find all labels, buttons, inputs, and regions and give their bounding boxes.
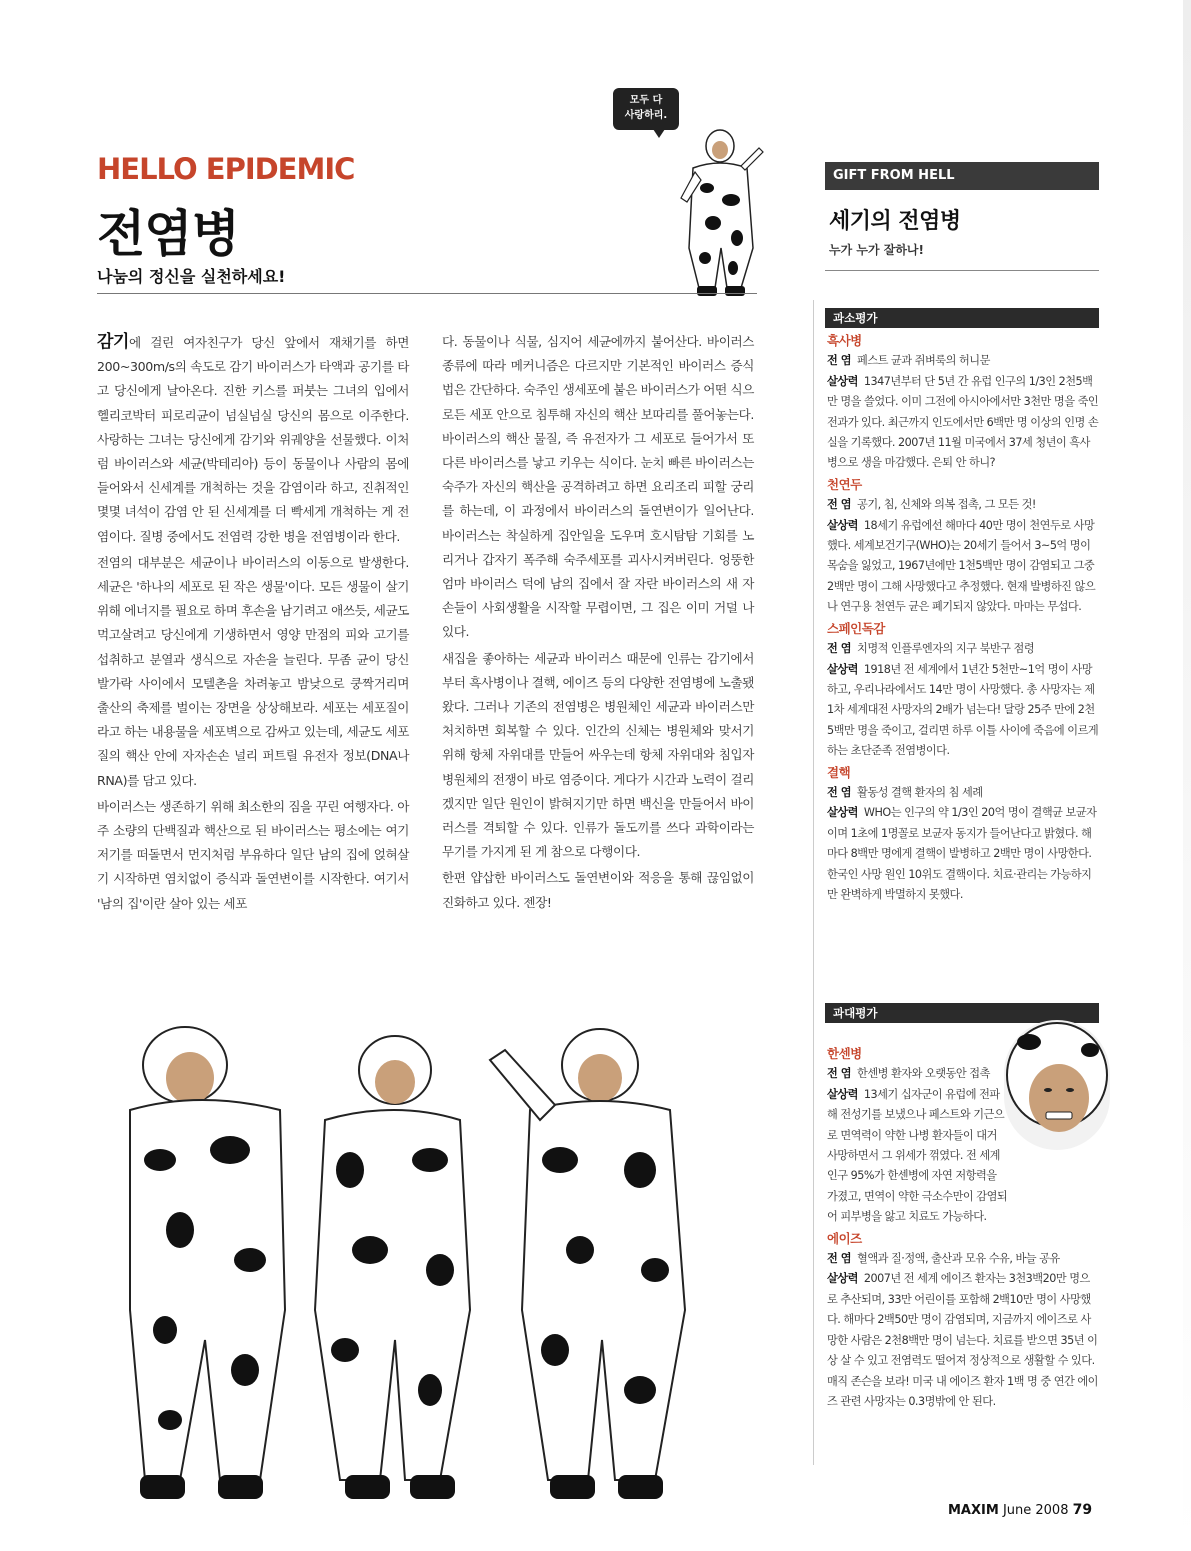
infection-text: 한센병 환자와 오랫동안 접촉 [857,1067,990,1081]
page-number: 79 [1072,1502,1093,1518]
kill-text: 13세기 십자군이 유럽에 전파해 전성기를 보냈으나 페스트와 기근으로 면역력이 약한 나병 환자들이 대거 사망하면서 그 위세가 꺾였다. 전 세계 인구 95%가 한센병에 자연 저항력을 가졌고, 면역이 약한 극소수만이 감염되어 피부병을 앓고 치료도 가능하다. [827,1087,1008,1224]
cow-costume-figure-top [675,128,765,298]
disease-name: 천연두 [827,476,862,492]
disease-name: 스페인독감 [827,620,885,636]
paragraph [97,330,409,549]
disease-name: 에이즈 [827,1230,862,1246]
kill-label: 살상력 [827,1272,858,1286]
infection-label: 전 염 [827,498,852,512]
disease-entry [827,1044,1007,1085]
infection-text: 혈액과 질·정액, 출산과 모유 수유, 바늘 공유 [857,1252,1060,1266]
speech-bubble [613,88,679,130]
sidebar-subtitle: 누가 누가 잘하나! [829,243,924,257]
infection-label: 전 염 [827,642,852,656]
kicker: HELLO EPIDEMIC [97,152,355,186]
body-column-1 [97,330,409,918]
bubble-line-1: 모두 다 [629,95,663,106]
underrated-list [827,330,1099,905]
sidebar-header [825,162,1099,258]
kill-text: 2007년 전 세계 에이즈 환자는 3천3백20만 명으로 추산되며, 33만 어린이를 포함해 2백10만 명이 사망했다. 해마다 2백50만 명이 감염되며, 지금까지 에이즈로 사망한 사람은 2천8백만 명이 넘는다. 치료를 받으면 35년 이상 살 수 있고 전염력도 떨어져 정상적으로 생활할 수 있다. 매직 존슨을 보라! 미국 내 에이즈 환자 1백 명 중 연간 에이즈 관련 사망자는 0.3명밖에 안 된다. [827,1272,1098,1408]
infection-label: 전 염 [827,1252,852,1266]
page-subtitle: 나눔의 정신을 실천하세요! [97,267,286,286]
kill-label: 살상력 [827,518,858,532]
sidebar-title: 세기의 전염병 [829,209,961,234]
kill-text: WHO는 인구의 약 1/3인 20억 명이 결핵균 보균자이며 1초에 1명꼴로 보균자 동지가 들어난다고 밝혔다. 해마다 8백만 명에게 결핵이 발병하고 2백만 명이 사망한다. 한국인 사망 원인 10위도 결핵이다. 치료·관리는 가능하지만 완벽하게 박멸하지 못했다. [827,806,1097,901]
disease-name: 한센병 [827,1046,862,1061]
disease-name: 결핵 [827,764,851,780]
infection-label: 전 염 [827,354,852,368]
header-divider [97,293,757,294]
paragraph: 한편 얍삽한 바이러스도 돌연변이와 적응을 통해 끊임없이 진화하고 있다. 젠장! [442,870,754,910]
kill-label: 살상력 [827,374,858,388]
magazine-name: MAXIM [948,1503,999,1518]
cow-figure-left [130,1027,285,1499]
paragraph: 바이러스는 생존하기 위해 최소한의 짐을 꾸린 여행자다. 아주 소량의 단백질과 핵산으로 된 바이러스는 평소에는 여기저기를 떠돌면서 먼지처럼 부유하다 일단 남의 집에 얹혀살기 시작하면 염치없이 증식과 돌연변이를 시작한다. 여기서 '남의 집'이란 살아 있는 세포 [97,798,409,911]
bubble-line-2: 사랑하리. [624,110,668,121]
page-title: 전염병 [97,205,239,263]
sidebar-banner: GIFT FROM HELL [825,162,1099,190]
infection-text: 공기, 침, 신체와 의복 접촉, 그 모든 것! [857,498,1036,512]
paragraph: 다. 동물이나 식물, 심지어 세균에까지 붙어산다. 바이러스 종류에 따라 메커니즘은 다르지만 기본적인 바이러스 증식법은 간단하다. 숙주인 생세포에 붙은 바이러스가 어떤 식으로든 세포 안으로 침투해 자신의 핵산 보따리를 풀어놓는다. 바이러스의 핵산 물질, 즉 유전자가 그 세포로 들어가서 또 다른 바이러스를 낳고 키우는 식이다. 눈치 빠른 바이러스는 숙주가 자신의 핵산을 공격하려고 하면 요리조리 피할 궁리를 하는데, 이 과정에서 바이러스의 돌연변이가 일어난다. 바이러스는 착실하게 집안일을 도우며 호시탐탐 기회를 노리거나 갑자기 폭주해 숙주세포를 괴사시켜버린다. 엉뚱한 엄마 바이러스 덕에 남의 집에서 잘 자란 바이러스의 새 자손들이 사회생활을 시작할 무렵이면, 그 집은 이미 거덜 나 있다. [442,334,754,640]
column-divider [813,300,814,1465]
body-column-2 [442,330,754,917]
issue-date: June 2008 [1002,1503,1069,1518]
kill-text: 1347년부터 단 5년 간 유럽 인구의 1/3인 2천5백만 명을 쓸었다. 이미 그전에 아시아에서만 3천만 명을 죽인 전과가 있다. 최근까지 인도에서만 6백만 명 이상의 인명 손실을 기록했다. 2007년 11월 미국에서 37세 청년이 흑사병으로 생을 마감했다. 은퇴 안 하니? [827,374,1099,470]
sidebar-divider [825,270,1099,271]
infection-text: 페스트 균과 쥐벼룩의 허니문 [857,354,990,368]
cow-figure-right [490,1029,685,1499]
section-underrated-bar: 과소평가 [825,308,1099,328]
disease-entry-kill [827,1085,1099,1228]
overrated-list [827,1043,1099,1412]
disease-entry [827,619,1099,762]
cow-figure-middle [315,1036,470,1499]
disease-entry [827,763,1099,906]
disease-entry [827,475,1099,618]
infection-text: 치명적 인플루엔자의 지구 북반구 점령 [857,642,1035,656]
infection-label: 전 염 [827,1067,852,1081]
infection-text: 활동성 결핵 환자의 침 세례 [857,785,983,799]
paragraph: 새집을 좋아하는 세균과 바이러스 때문에 인류는 감기에서부터 흑사병이나 결핵, 에이즈 등의 다양한 전염병에 노출됐왔다. 그러나 기존의 전염병은 병원체인 세균과 바이러스만 처치하면 회복할 수 있다. 인간의 신체는 병원체와 맞서기 위해 항체 자위대를 만들어 싸우는데 항체 자위대와 침입자 병원체의 전쟁이 바로 염증이다. 게다가 시간과 노력이 걸리겠지만 일단 원인이 밝혀지기만 하면 백신을 만들어서 바이러스를 격퇴할 수 있다. 인류가 돌도끼를 쓰다 과학이라는 무기를 가지게 된 게 참으로 다행이다. [442,650,754,860]
page-footer [948,1502,1092,1518]
disease-entry [827,331,1099,474]
kill-text: 18세기 유럽에선 해마다 40만 명이 천연두로 사망했다. 세계보건기구(WHO)는 20세기 들어서 3~5억 명이 목숨을 잃었고, 1967년에만 1천5백만 명이 감염되고 그중 2백만 명이 그해 사망했다고 추정했다. 현재 발병하진 않으나 연구용 천연두 균은 폐기되지 않았다. 마마는 무섭다. [827,518,1096,614]
kill-label: 살상력 [827,806,858,820]
infection-label: 전 염 [827,785,852,799]
kill-text: 1918년 전 세계에서 1년간 5천만~1억 명이 사망하고, 우리나라에서도 14만 명이 사망했다. 총 사망자는 제1차 세계대전 사망자의 2배가 넘는다! 달랑 25주 만에 2천5백만 명을 죽이고, 걸리면 하루 이틀 사이에 죽음에 이르게 하는 초단준족 전염병이다. [827,662,1099,758]
page-edge [1183,0,1191,1551]
section-overrated-bar: 과대평가 [825,1003,1099,1023]
disease-entry [827,1229,1099,1413]
kill-label: 살상력 [827,662,858,676]
disease-name: 흑사병 [827,333,862,348]
dropcap: 감기 [97,332,130,352]
kill-label: 살상력 [827,1087,858,1101]
paragraph-text: 에 걸린 여자친구가 당신 앞에서 재채기를 하면 200~300m/s의 속도로 감기 바이러스가 타액과 공기를 타고 당신에게 날아온다. 진한 키스를 퍼붓는 그녀의 입에서 헬리코박터 피로리균이 넘실넘실 당신의 몸으로 이주한다. 사랑하는 그녀는 당신에게 감기와 위궤양을 선물했다. 이처럼 바이러스와 세균(박테리아) 등이 동물이나 사람의 몸에 들어와서 신세계를 개척하는 것을 감염이라 하고, 진취적인 몇몇 녀석이 감염 안 된 신세계를 더 빡세게 개척하는 게 전염이다. 질병 중에서도 전염력 강한 병을 전염병이라 한다. [97,335,409,544]
cow-costume-figures-group [110,1010,720,1505]
paragraph: 전염의 대부분은 세균이나 바이러스의 이동으로 발생한다. 세균은 '하나의 세포로 된 작은 생물'이다. 모든 생물이 살기 위해 에너지를 필요로 하며 후손을 남기려고 애쓰듯, 세균도 먹고살려고 당신에게 기생하면서 영양 만점의 피와 고기를 섭취하고 분열과 생식으로 자손을 늘린다. 무좀 균이 당신 발가락 사이에서 모텔촌을 차려놓고 밤낮으로 쿵짝거리며 출산의 축제를 벌이는 장면을 상상해보라. 세포는 세포질이라고 하는 내용물을 세포벽으로 감싸고 있는데, 세균도 세포질의 핵산 안에 자자손손 널리 퍼트릴 유전자 정보(DNA나 RNA)를 담고 있다. [97,554,409,788]
